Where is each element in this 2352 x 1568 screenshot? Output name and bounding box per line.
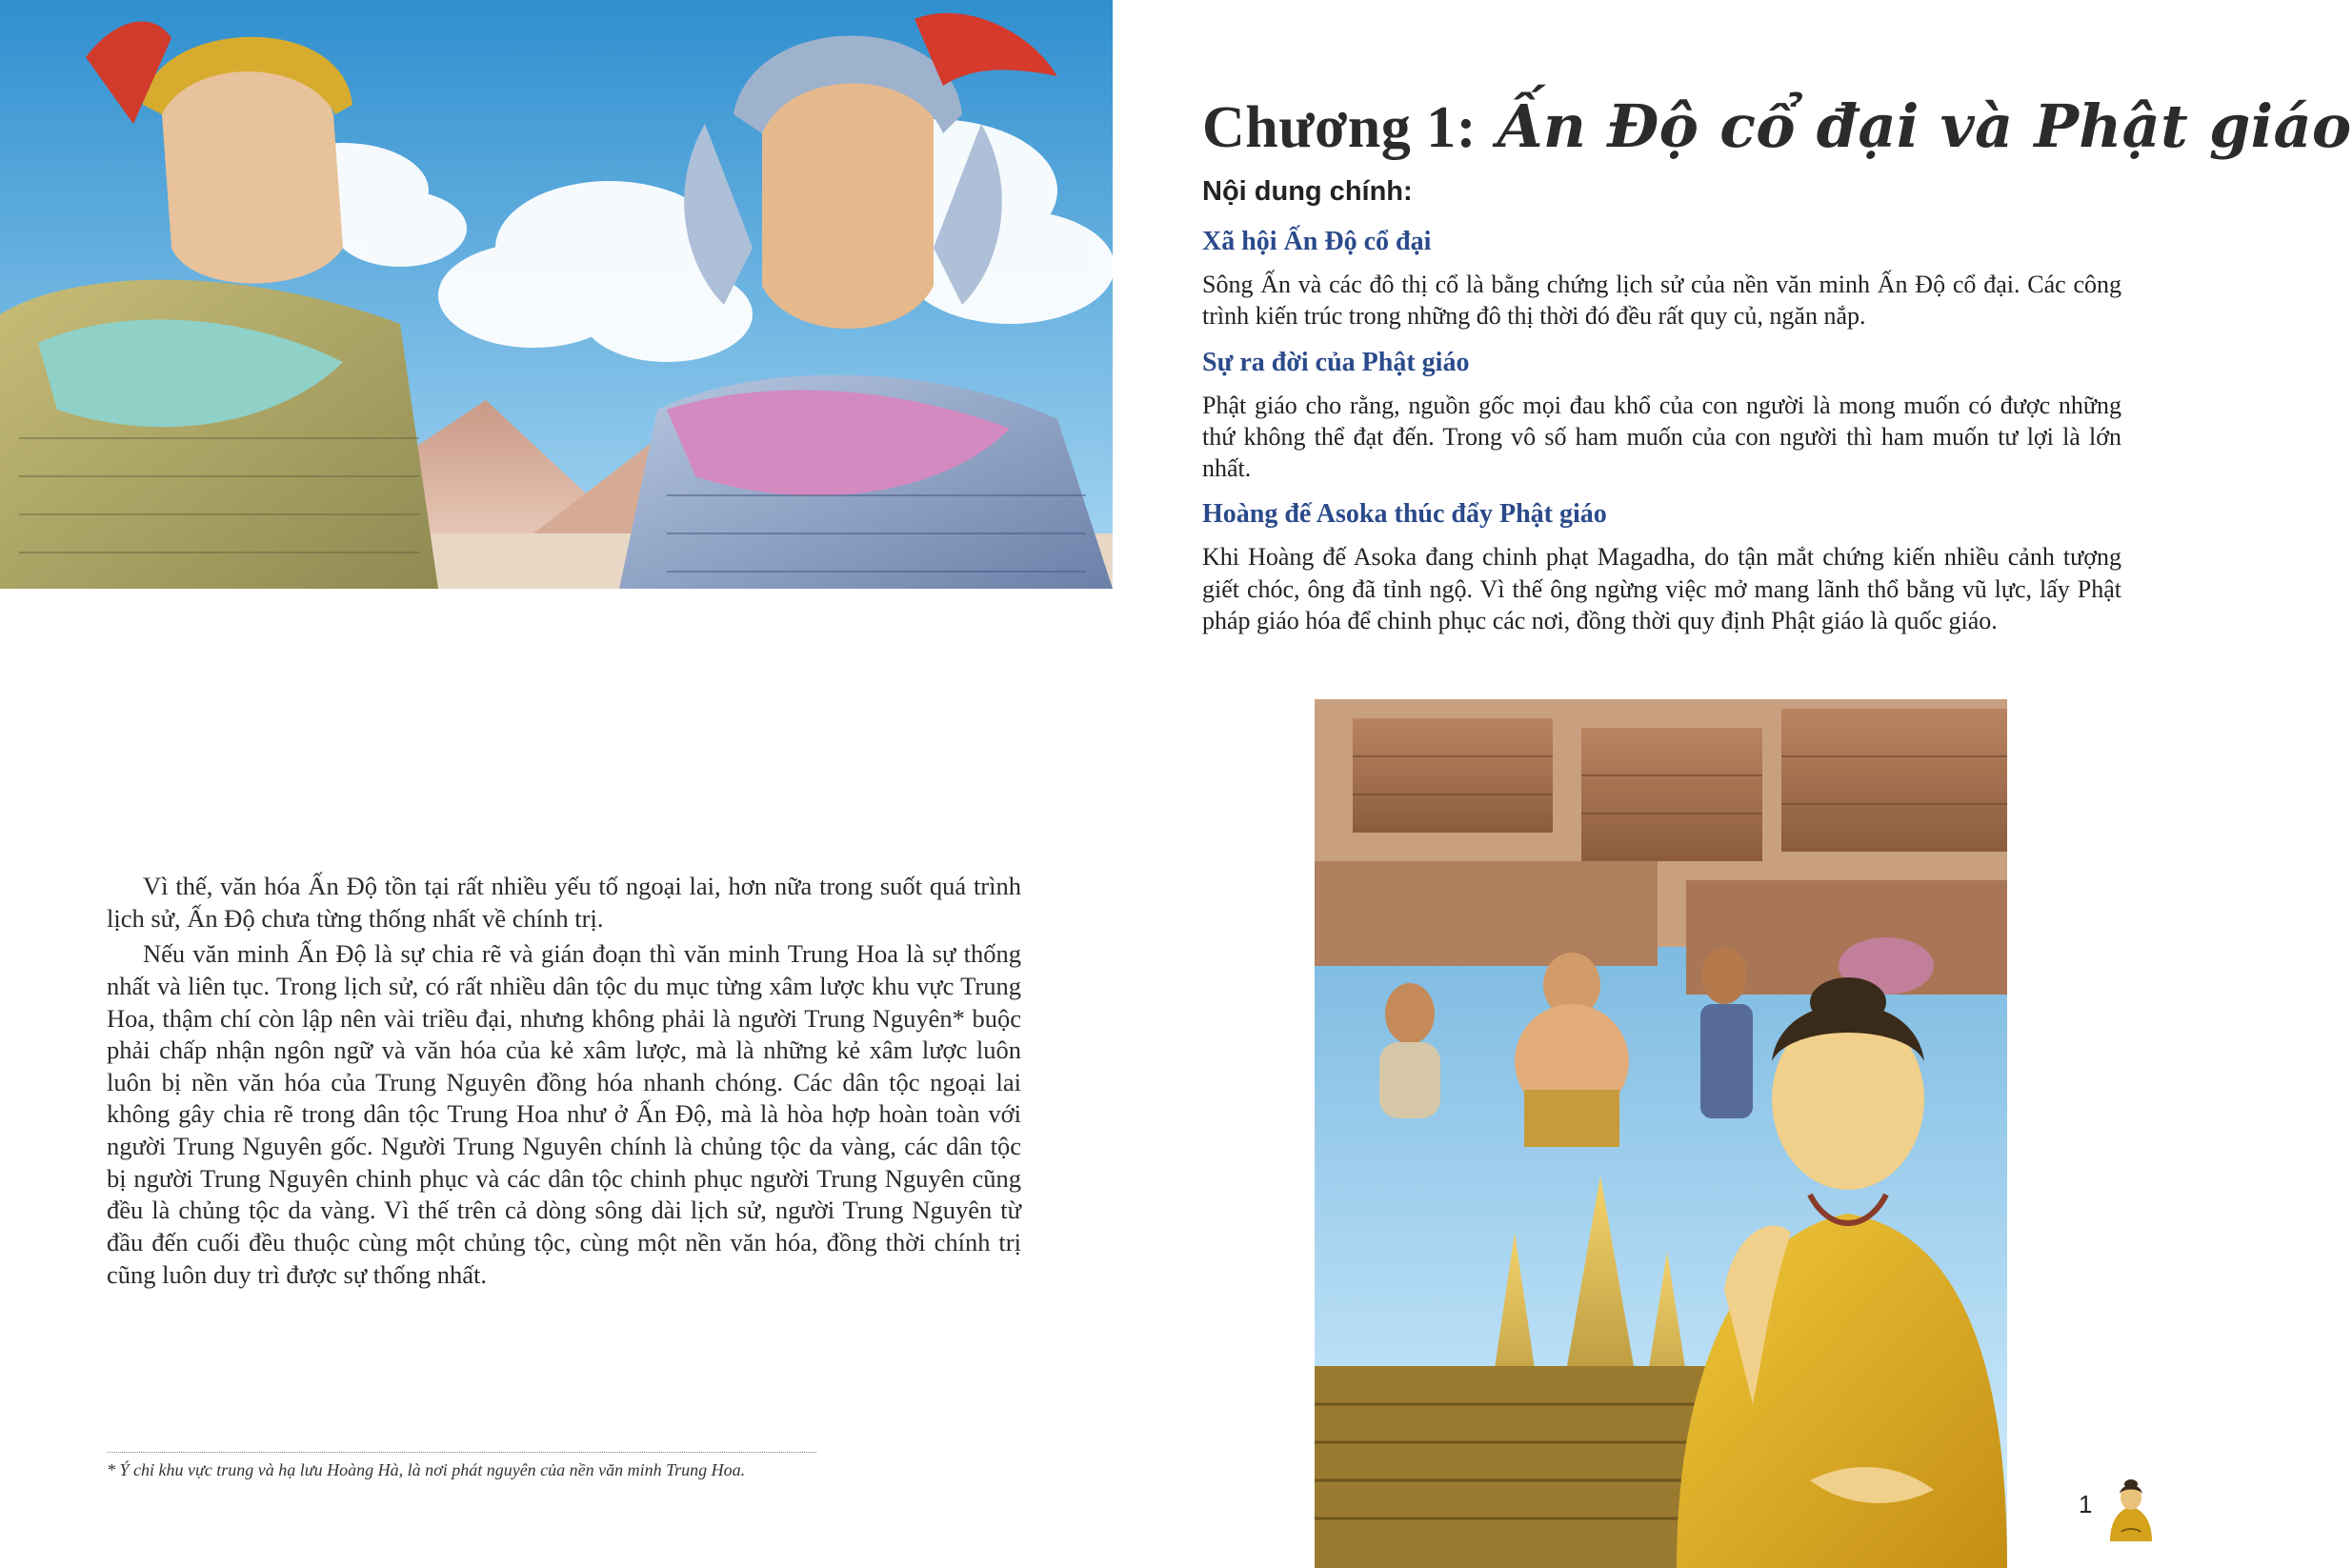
section-heading: Xã hội Ấn Độ cổ đại [1202,227,1432,257]
section-body: Phật giáo cho rằng, nguồn gốc mọi đau khổ của con người là mong muốn có được những thứ không thể đạt đến. Trong vô số ham muốn của con người thì ham muốn tư lợi là lớn nhất. [1202,391,2121,483]
buddha-ornament-icon [2104,1475,2158,1543]
body-text [107,871,1021,1295]
chapter-label: Chương 1: [1202,95,1477,160]
section-heading: Hoàng đế Asoka thúc đẩy Phật giáo [1202,499,1607,530]
section-1 [1202,227,2121,332]
chapter-summary [1202,91,2352,648]
page-number: 1 [2079,1490,2093,1518]
main-content-heading: Nội dung chính: [1202,176,1413,208]
section-2 [1202,348,2121,485]
two-warriors-illustration [0,0,1113,589]
footnote-divider [107,1452,816,1453]
section-3 [1202,499,2121,636]
chapter-subtitle: Ấn Độ cổ đại và Phật giáo [1497,91,2352,161]
body-paragraph: Nếu văn minh Ấn Độ là sự chia rẽ và gián đoạn thì văn minh Trung Hoa là sự thống nhất và liên tục. Trong lịch sử, có rất nhiều dân tộc du mục từng xâm lược khu vực Trung Hoa, thậm chí còn lập nên vài triều đại, nhưng không phải là người Trung Nguyên* buộc phải chấp nhận ngôn ngữ và văn hóa của kẻ xâm lược, mà là những kẻ xâm lược luôn luôn bị nền văn hóa của Trung Nguyên đồng hóa nhanh chóng. Các dân tộc ngoại lai không gây chia rẽ trong dân tộc Trung Hoa như ở Ấn Độ, mà là hòa hợp hoàn toàn với người Trung Nguyên gốc. Người Trung Nguyên chính là chủng tộc da vàng, các dân tộc bị người Trung Nguyên chinh phục và các dân tộc chinh phục người Trung Nguyên cũng đều là chủng tộc da vàng. Vì thế trên cả dòng sông dài lịch sử, người Trung Nguyên từ đầu đến cuối đều thuộc cùng một chủng tộc, cùng một nền văn hóa, đồng thời chính trị cũng luôn duy trì được sự thống nhất. [107,939,1021,1289]
section-body: Khi Hoàng đế Asoka đang chinh phạt Magadha, do tận mắt chứng kiến nhiều cảnh tượng giết chóc, ông đã tỉnh ngộ. Vì thế ông ngừng việc mở mang lãnh thổ bằng vũ lực, lấy Phật pháp giáo hóa để chinh phục các nơi, đồng thời quy định Phật giáo là quốc giáo. [1202,543,2121,634]
footnote: * Ý chỉ khu vực trung và hạ lưu Hoàng Hà, là nơi phát nguyên của nền văn minh Trung Hoa. [107,1460,746,1479]
ancient-city-buddha-illustration [1315,699,2007,1568]
chapter-title [1202,91,2352,161]
section-body: Sông Ấn và các đô thị cổ là bằng chứng lịch sử của nền văn minh Ấn Độ cổ đại. Các công trình kiến trúc trong những đô thị thời đó đều rất quy củ, ngăn nắp. [1202,271,2121,331]
section-heading: Sự ra đời của Phật giáo [1202,347,1470,377]
body-paragraph: Vì thế, văn hóa Ấn Độ tồn tại rất nhiều yếu tố ngoại lai, hơn nữa trong suốt quá trình lịch sử, Ấn Độ chưa từng thống nhất về chính trị. [107,872,1021,933]
